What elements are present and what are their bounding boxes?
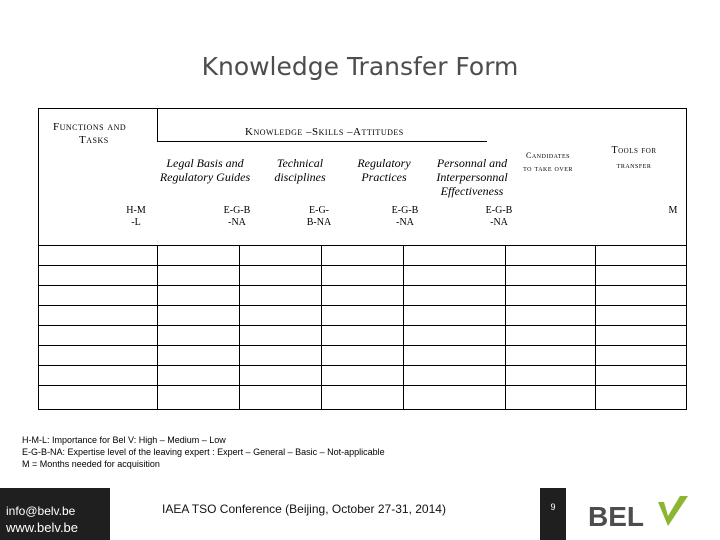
knowledge-transfer-table bbox=[38, 108, 687, 410]
ksa-header-rule bbox=[157, 141, 487, 142]
code-personal bbox=[481, 205, 517, 229]
subheader-legal-basis: Legal Basis and Regulatory Guides bbox=[159, 156, 251, 184]
table-row bbox=[39, 245, 686, 265]
col-divider bbox=[403, 245, 404, 410]
bel-v-logo bbox=[588, 494, 698, 539]
footer-email[interactable]: info@belv.be bbox=[6, 504, 76, 518]
candidates-line1: Candidates bbox=[525, 151, 570, 160]
functions-tasks-header bbox=[53, 121, 126, 147]
col-divider bbox=[321, 245, 322, 410]
code-months: M bbox=[668, 205, 678, 216]
subheader-personal: Personnal and Interpersonnal Effectiveness bbox=[436, 156, 508, 198]
page-number-block bbox=[540, 488, 566, 540]
subheader-regulatory: Regulatory Practices bbox=[357, 156, 411, 184]
table-row bbox=[39, 365, 686, 385]
bel-v-logo-icon bbox=[588, 494, 698, 534]
subheader-technical: Technical disciplines bbox=[274, 156, 326, 184]
logo-text: BEL bbox=[588, 501, 644, 532]
code-tech-line2: B-NA bbox=[306, 217, 332, 228]
table-row bbox=[39, 345, 686, 365]
code-pers-line1: E-G-B bbox=[485, 205, 513, 216]
legend-line3: M = Months needed for acquisition bbox=[22, 459, 160, 469]
footer bbox=[0, 488, 720, 540]
empty-rows bbox=[39, 245, 686, 405]
code-hml-line1: H-M bbox=[126, 205, 146, 216]
code-legal-line1: E-G-B bbox=[223, 205, 251, 216]
code-regulatory bbox=[387, 205, 423, 229]
col-divider bbox=[595, 245, 596, 410]
code-hml bbox=[121, 205, 151, 229]
tools-line1: Tools for bbox=[611, 145, 657, 156]
table-row bbox=[39, 385, 686, 405]
logo-check-mark bbox=[658, 496, 688, 526]
footer-contact-block bbox=[0, 488, 110, 540]
code-hml-line2: -L bbox=[131, 217, 141, 228]
table-row bbox=[39, 285, 686, 305]
footer-conference: IAEA TSO Conference (Beijing, October 27-31, 2014) bbox=[162, 502, 446, 516]
footer-website[interactable]: www.belv.be bbox=[6, 520, 79, 535]
table-row bbox=[39, 305, 686, 325]
page-number: 9 bbox=[550, 502, 556, 512]
code-legal bbox=[219, 205, 255, 229]
col-divider bbox=[505, 245, 506, 410]
candidates-header bbox=[509, 149, 587, 175]
code-technical bbox=[301, 205, 337, 229]
candidates-line2: to take over bbox=[523, 164, 573, 173]
code-legal-line2: -NA bbox=[228, 217, 246, 228]
table-row bbox=[39, 325, 686, 345]
header-divider bbox=[157, 109, 158, 141]
legend-line1: H-M-L: Importance for Bel V: High – Medium – Low bbox=[22, 435, 226, 445]
page-title: Knowledge Transfer Form bbox=[201, 52, 519, 81]
code-reg-line1: E-G-B bbox=[391, 205, 419, 216]
legend bbox=[22, 434, 385, 470]
functions-header-line2: Tasks bbox=[79, 134, 109, 146]
code-pers-line2: -NA bbox=[490, 217, 508, 228]
ksa-header: Knowledge –Skills –Attitudes bbox=[245, 126, 404, 138]
col-divider bbox=[157, 245, 158, 410]
tools-line2: transfer bbox=[616, 161, 652, 170]
legend-line2: E-G-B-NA: Expertise level of the leaving expert : Expert – General – Basic – Not-applicable bbox=[22, 447, 385, 457]
col-divider bbox=[239, 245, 240, 410]
code-reg-line2: -NA bbox=[396, 217, 414, 228]
tools-header bbox=[599, 143, 669, 173]
table-row bbox=[39, 265, 686, 285]
code-tech-line1: E-G- bbox=[309, 205, 329, 216]
functions-header-line1: Functions and bbox=[53, 121, 127, 133]
